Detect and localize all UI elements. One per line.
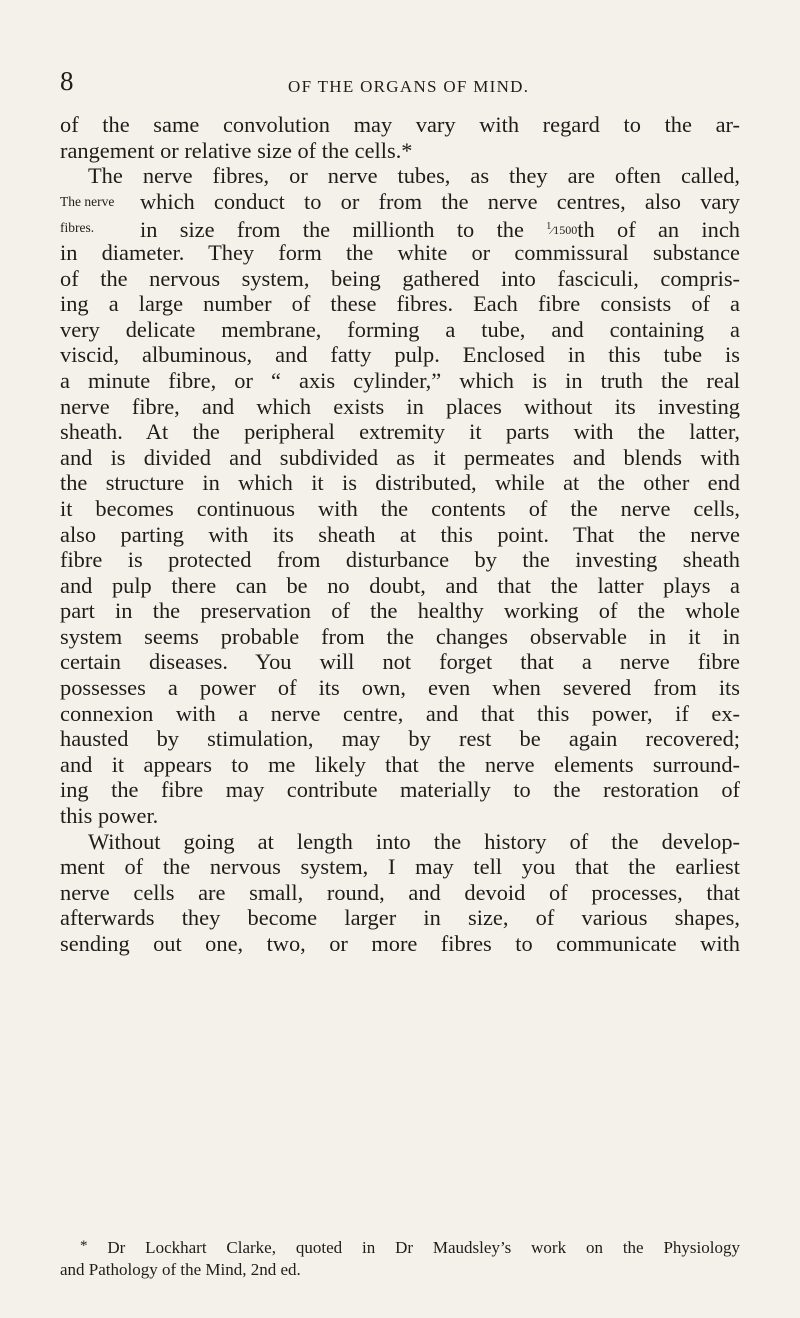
text-line: this power. [60, 803, 159, 829]
text-line: in diameter. They form the white or commissural substance [60, 239, 740, 265]
text-line: it becomes continuous with the contents of the nerve cells, [60, 495, 740, 521]
text-line: part in the preservation of the healthy working of the whole [60, 598, 740, 624]
text-line: and pulp there can be no doubt, and that the latter plays a [60, 572, 740, 598]
text-line: and is divided and subdivided as it permeates and blends with [60, 444, 740, 470]
text-line: of the same convolution may vary with regard to the ar- [60, 112, 740, 137]
text-line: a minute fibre, or “ axis cylinder,” which is in truth the real [60, 367, 740, 393]
footnote-mark: * [80, 1238, 88, 1254]
fraction: $^1$⁄1500 [546, 221, 578, 238]
text-line: nerve fibre, and which exists in places without its investing [60, 393, 740, 419]
footnote [60, 1234, 740, 1282]
text-line: of the nervous system, being gathered into fasciculi, compris- [60, 265, 740, 291]
footnote-line [60, 1234, 740, 1258]
text-line: afterwards they become larger in size, of various shapes, [60, 905, 740, 931]
text-line: nerve cells are small, round, and devoid of processes, that [60, 879, 740, 905]
text-line: viscid, albuminous, and fatty pulp. Enclosed in this tube is [60, 342, 740, 368]
text-line: sheath. At the peripheral extremity it parts with the latter, [60, 419, 740, 445]
fraction-denominator: 1500 [553, 223, 578, 238]
text-line: The nerve fibres, or nerve tubes, as they are often called, [88, 163, 740, 189]
text-line: Without going at length into the history of the develop- [88, 828, 740, 854]
text-line: ing the fibre may contribute materially to the restoration of [60, 777, 740, 803]
text-line: sending out one, two, or more fibres to communicate with [60, 931, 740, 956]
text-line: also parting with its sheath at this point. That the nerve [60, 521, 740, 547]
text-line: ing a large number of these fibres. Each fibre consists of a [60, 291, 740, 317]
margin-note-line: fibres. [60, 219, 95, 235]
body-text [60, 112, 740, 957]
text-fragment: th of an inch [577, 217, 740, 243]
text-line: certain diseases. You will not forget that a nerve fibre [60, 649, 740, 675]
page-number: 8 [60, 66, 74, 96]
text-line: and it appears to me likely that the nerve elements surround- [60, 751, 740, 777]
text-line: connexion with a nerve centre, and that this power, if ex- [60, 700, 740, 726]
margin-note-line: The nerve [60, 194, 115, 209]
text-line: which conduct to or from the nerve centres, also vary [140, 188, 740, 214]
text-line: hausted by stimulation, may by rest be again recovered; [60, 726, 740, 752]
running-title: OF THE ORGANS OF MIND. [288, 77, 530, 96]
text-line: very delicate membrane, forming a tube, and containing a [60, 316, 740, 342]
text-line: the structure in which it is distributed, while at the other end [60, 470, 740, 496]
text-line: ment of the nervous system, I may tell you that the earliest [60, 854, 740, 880]
footnote-line: and Pathology of the Mind, 2nd ed. [60, 1260, 301, 1279]
text-line-with-fraction [60, 214, 740, 243]
footnote-text: Dr Lockhart Clarke, quoted in Dr Maudsley’s work on the Physiology [107, 1238, 740, 1257]
text-line: possesses a power of its own, even when severed from its [60, 675, 740, 701]
fraction-numerator: 1 [546, 221, 552, 233]
text-line: fibre is protected from disturbance by the investing sheath [60, 547, 740, 573]
text-line: system seems probable from the changes observable in it in [60, 623, 740, 649]
text-line: rangement or relative size of the cells.* [60, 137, 413, 163]
text-fragment: in size from the millionth to the [140, 217, 524, 243]
